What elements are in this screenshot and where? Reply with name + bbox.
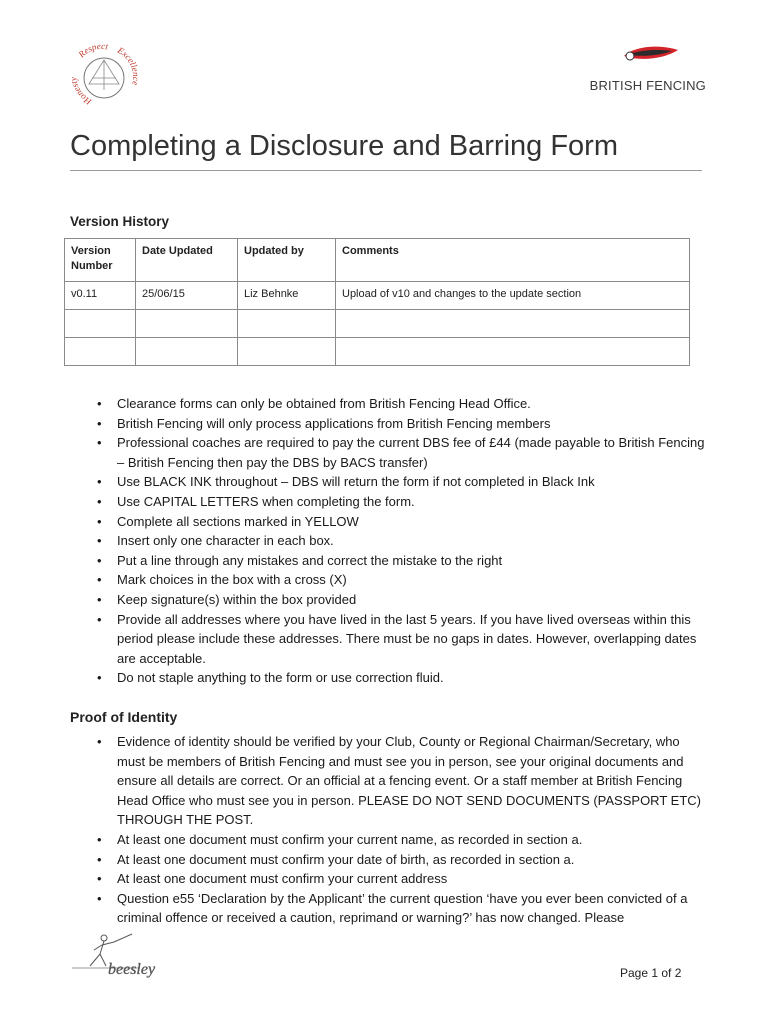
title-divider	[70, 170, 702, 171]
values-logo-word-excellence: Excellence	[115, 44, 142, 87]
page-title: Completing a Disclosure and Barring Form	[70, 130, 618, 162]
column-header-comments: Comments	[336, 239, 690, 282]
british-fencing-logo	[586, 40, 706, 100]
values-logo	[62, 40, 146, 108]
fencer-emblem-icon	[620, 42, 680, 68]
values-logo-word-respect: Respect	[76, 40, 109, 60]
version-history-heading: Version History	[70, 214, 170, 229]
cell-comments	[336, 338, 690, 366]
table-row	[65, 310, 690, 338]
cell-updated-by: Liz Behnke	[238, 282, 336, 310]
values-logo-word-honesty: Honesty	[67, 76, 94, 108]
proof-of-identity-list	[71, 732, 711, 928]
list-item: • At least one document must confirm your current name, as recorded in section a.	[71, 830, 711, 850]
list-item: • Use BLACK INK throughout – DBS will return the form if not completed in Black Ink	[71, 472, 711, 492]
list-item: • Evidence of identity should be verified by your Club, County or Regional Chairman/Secretary, who must be members of British Fencing and must see you in person, see your original documents and ensure all details are correct. Or an official at a fencing event. Or a staff member at British Fencing Head Office who must see you in person. PLEASE DO NOT SEND DOCUMENTS (PASSPORT ETC) THROUGH THE POST.	[71, 732, 711, 830]
beesley-logo	[70, 930, 182, 980]
proof-of-identity-heading: Proof of Identity	[70, 709, 178, 725]
cell-updated-by	[238, 338, 336, 366]
table-row	[65, 282, 690, 310]
list-item: • Clearance forms can only be obtained from British Fencing Head Office.	[71, 394, 711, 414]
cell-date	[136, 310, 238, 338]
table-header-row	[65, 239, 690, 282]
cell-version	[65, 310, 136, 338]
column-header-date: Date Updated	[136, 239, 238, 282]
version-history-table	[64, 238, 690, 366]
cell-version	[65, 338, 136, 366]
list-item: • Keep signature(s) within the box provided	[71, 590, 711, 610]
list-item: • Put a line through any mistakes and correct the mistake to the right	[71, 551, 711, 571]
cell-date: 25/06/15	[136, 282, 238, 310]
table-row	[65, 338, 690, 366]
cell-comments: Upload of v10 and changes to the update section	[336, 282, 690, 310]
list-item: • Provide all addresses where you have lived in the last 5 years. If you have lived overseas within this period please include these addresses. There must be no gaps in dates. However, overlapping dates are acceptable.	[71, 610, 711, 669]
list-item: • Use CAPITAL LETTERS when completing the form.	[71, 492, 711, 512]
brand-name: BRITISH FENCING	[589, 78, 706, 93]
page-number: Page 1 of 2	[620, 966, 682, 980]
list-item: • Mark choices in the box with a cross (X)	[71, 570, 711, 590]
cell-date	[136, 338, 238, 366]
beesley-logo-text: beesley	[108, 961, 156, 978]
column-header-version: Version Number	[65, 239, 136, 282]
list-item: • Complete all sections marked in YELLOW	[71, 512, 711, 532]
list-item: • At least one document must confirm your date of birth, as recorded in section a.	[71, 850, 711, 870]
list-item: • Do not staple anything to the form or use correction fluid.	[71, 668, 711, 688]
guidance-list	[71, 394, 711, 688]
list-item: • British Fencing will only process applications from British Fencing members	[71, 414, 711, 434]
cell-comments	[336, 310, 690, 338]
list-item: • Insert only one character in each box.	[71, 531, 711, 551]
list-item: • Question e55 ‘Declaration by the Applicant’ the current question ‘have you ever been convicted of a criminal offence or received a caution, reprimand or warning?’ has now changed. Please	[71, 889, 711, 928]
list-item: • At least one document must confirm your current address	[71, 869, 711, 889]
list-item: • Professional coaches are required to pay the current DBS fee of £44 (made payable to British Fencing – British Fencing then pay the DBS by BACS transfer)	[71, 433, 711, 472]
cell-updated-by	[238, 310, 336, 338]
column-header-updated-by: Updated by	[238, 239, 336, 282]
cell-version: v0.11	[65, 282, 136, 310]
svg-text:Respect	[76, 41, 110, 60]
